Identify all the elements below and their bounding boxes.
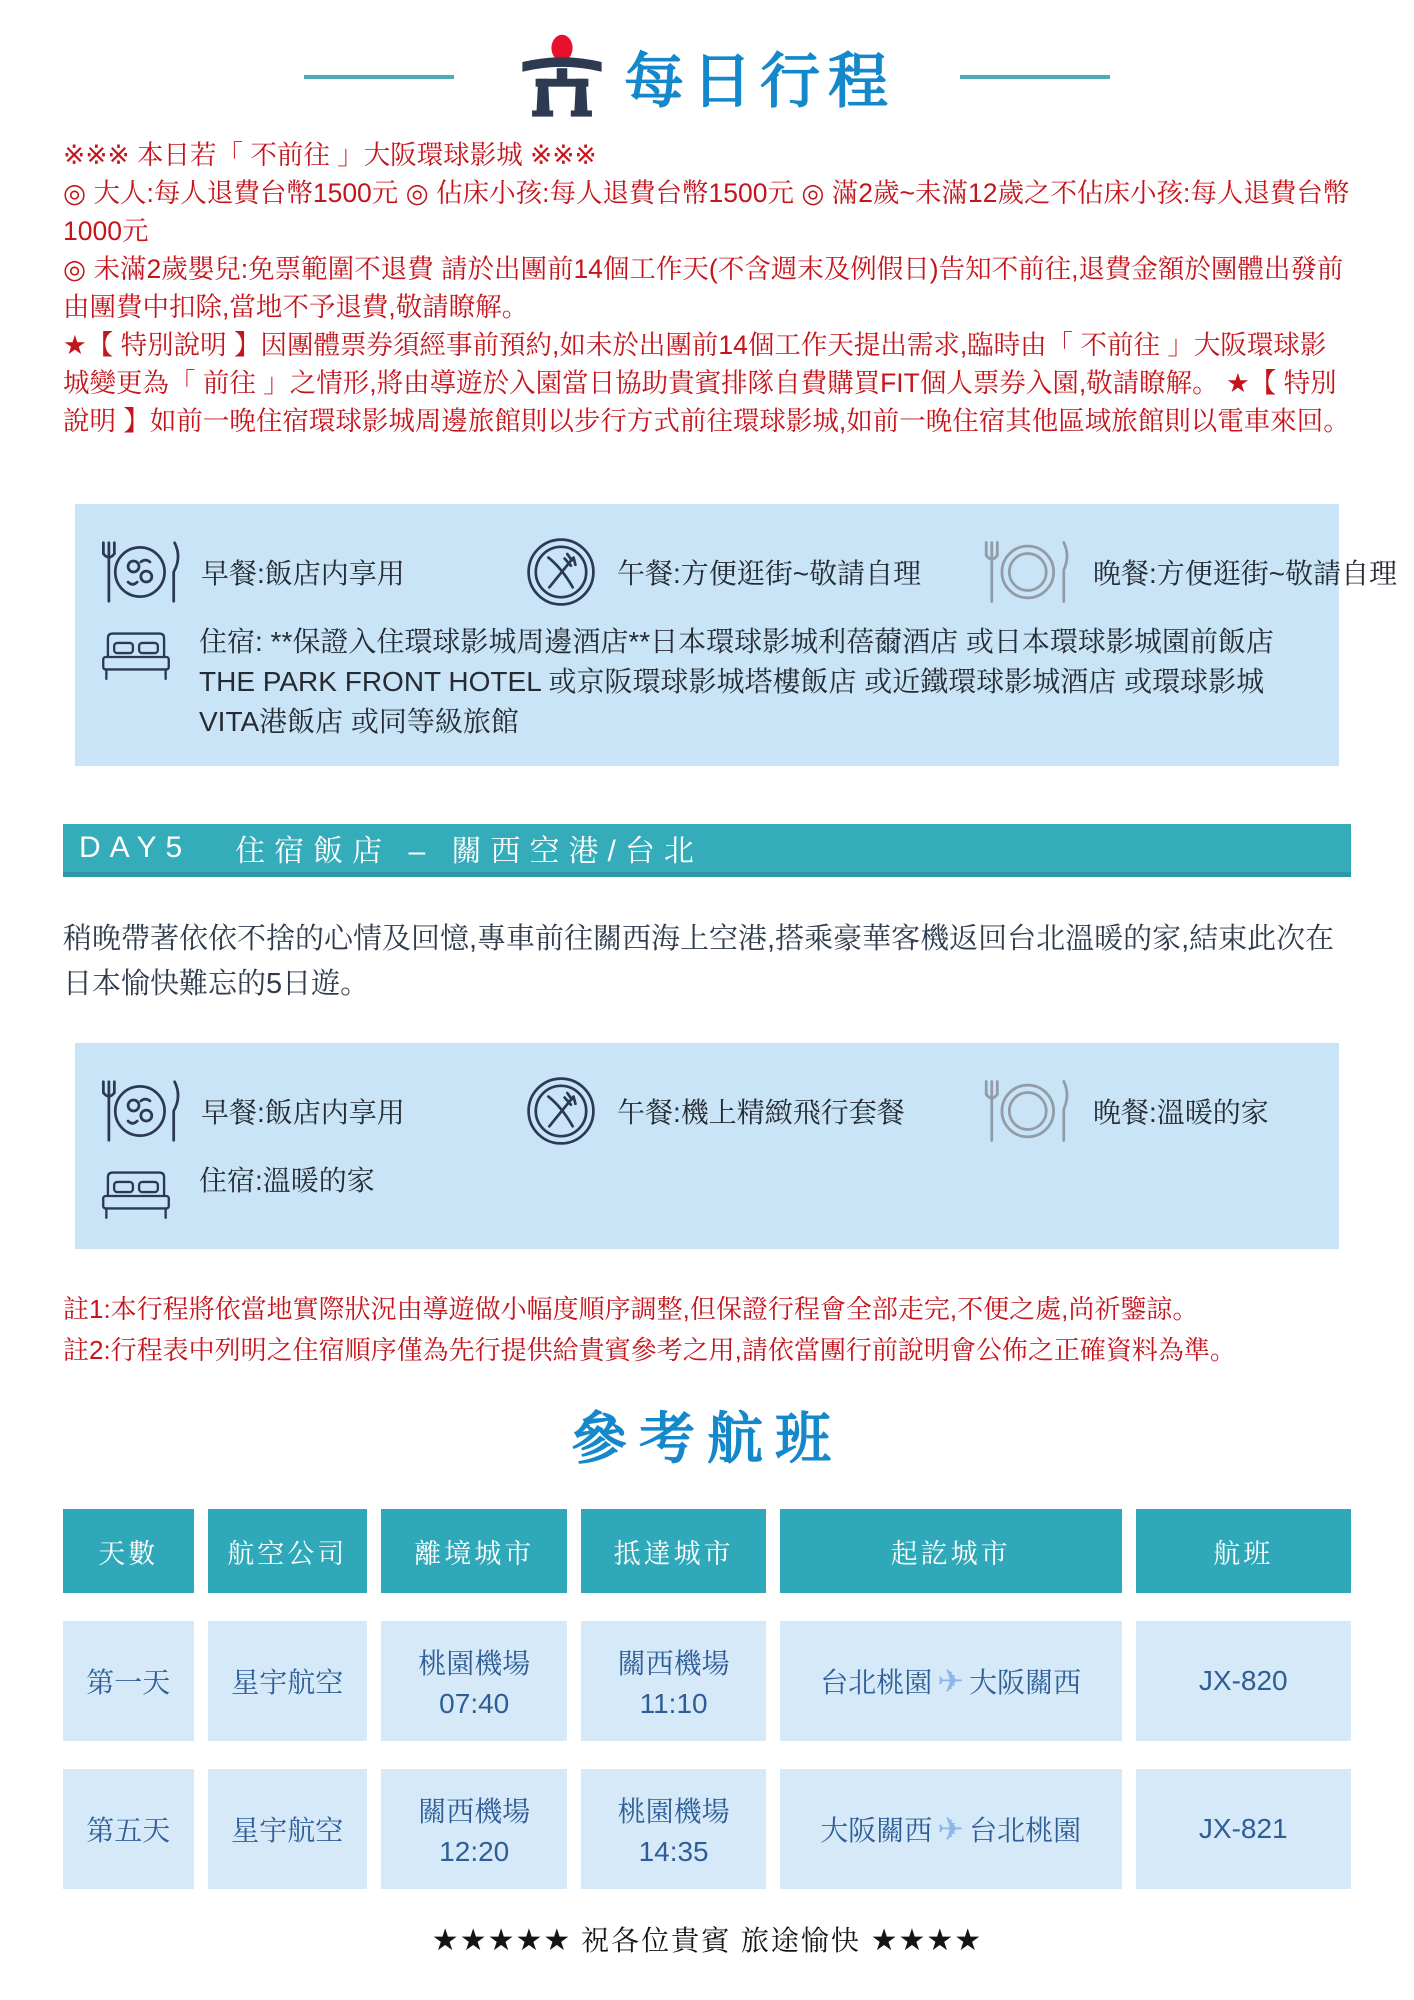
departure-cell (381, 1769, 567, 1889)
dinner-item (977, 535, 1397, 609)
col-header-arrival-city: 抵達城市 (581, 1509, 765, 1593)
route-cell (780, 1769, 1122, 1889)
torii-gate-icon (518, 34, 606, 120)
arrival-time: 14:35 (638, 1836, 709, 1867)
col-header-departure-city: 離境城市 (381, 1509, 567, 1593)
day5-description: 稍晚帶著依依不捨的心情及回憶,專車前往關西海上空港,搭乘豪華客機返回台北溫暖的家,結束此次在日本愉快難忘的5日遊。 (63, 923, 1335, 1000)
departure-time: 07:40 (439, 1688, 510, 1719)
breakfast-plate-icon (97, 1073, 181, 1149)
col-header-airline: 航空公司 (208, 1509, 368, 1593)
airline-cell: 星宇航空 (208, 1621, 368, 1741)
dinner-plate-icon (977, 535, 1073, 609)
breakfast-item (97, 534, 525, 610)
dinner-plate-icon (977, 1074, 1073, 1148)
route-to: 大阪關西 (969, 1667, 1082, 1698)
meal-row (97, 1073, 1317, 1149)
meal-box-day4 (75, 504, 1398, 766)
flights-table (63, 1509, 1351, 1889)
header-divider-right (960, 75, 1110, 79)
lunch-item (525, 1075, 977, 1147)
plane-icon: ✈ (937, 1663, 965, 1699)
remarks (63, 1289, 1351, 1371)
notice-line-4: ★【 特別說明 】因團體票券須經事前預約,如未於出團前14個工作天提出需求,臨時由「 不前往 」大阪環球影城變更為「 前往 」之情形,將由導遊於入園當日協助貴賓排隊自費購買FIT個人票券入園,敬請瞭解。 ★【 特別說明 】如前一晚住宿環球影城周邊旅館則以步行方式前往環球影城,如前一晚住宿其他區域旅館則以電車來回。 (63, 330, 1350, 436)
flight-number-cell: JX-820 (1136, 1621, 1351, 1741)
departure-time: 12:20 (439, 1836, 510, 1867)
col-header-route: 起訖城市 (780, 1509, 1122, 1593)
breakfast-label: 早餐:飯店内享用 (201, 558, 405, 589)
breakfast-plate-icon (97, 534, 181, 610)
arrival-airport: 關西機場 (617, 1648, 730, 1679)
page-title: 每日行程 (624, 48, 896, 115)
col-header-flight-no: 航班 (1136, 1509, 1351, 1593)
route-cell (780, 1621, 1122, 1741)
usj-refund-notice (63, 136, 1351, 440)
breakfast-item (97, 1073, 525, 1149)
meal-row (97, 534, 1398, 610)
star-icons-right: ★★★★ (870, 1924, 983, 1957)
lunch-item (525, 536, 977, 608)
notice-line-2: ◎ 大人:每人退費台幣1500元 ◎ 佔床小孩:每人退費台幣1500元 ◎ 滿2歲~未滿12歲之不佔床小孩:每人退費台幣1000元 (63, 178, 1350, 246)
arrival-airport: 桃園機場 (617, 1796, 730, 1827)
lunch-plate-icon (525, 1075, 597, 1147)
arrival-cell (581, 1769, 765, 1889)
col-header-day: 天數 (63, 1509, 194, 1593)
day-cell: 第五天 (63, 1769, 194, 1889)
remark-1: 註1:本行程將依當地實際狀況由導遊做小幅度順序調整,但保證行程會全部走完,不便之處,尚祈鑒諒。 (63, 1294, 1199, 1324)
lodging-label: 住宿:溫暖的家 (199, 1165, 375, 1196)
plane-icon: ✈ (937, 1811, 965, 1847)
lunch-label: 午餐:機上精緻飛行套餐 (617, 1097, 905, 1128)
lunch-label: 午餐:方便逛街~敬請自理 (617, 558, 922, 589)
breakfast-label: 早餐:飯店内享用 (201, 1097, 405, 1128)
dinner-item (977, 1074, 1317, 1148)
remark-2: 註2:行程表中列明之住宿順序僅為先行提供給貴賓參考之用,請依當團行前說明會公佈之正確資料為準。 (63, 1335, 1236, 1365)
route-from: 大阪關西 (820, 1815, 933, 1846)
arrival-time: 11:10 (639, 1688, 708, 1719)
day5-header-bar (63, 824, 1351, 877)
notice-line-1: ※※※ 本日若「 不前往 」大阪環球影城 ※※※ (63, 140, 597, 170)
lodging-row (97, 622, 1317, 742)
day5-route: 住宿飯店 – 關西空港/台北 (235, 835, 703, 868)
arrival-cell (581, 1621, 765, 1741)
flight-number-cell: JX-821 (1136, 1769, 1351, 1889)
lodging-label: 住宿: **保證入住環球影城周邊酒店**日本環球影城利蓓薾酒店 或日本環球影城園前飯店 THE PARK FRONT HOTEL 或京阪環球影城塔樓飯店 或近鐵環球影城酒店 或環球影城VITA港飯店 或同等級旅館 (199, 626, 1274, 737)
header-divider-left (304, 75, 454, 79)
meal-box-day5 (75, 1043, 1339, 1249)
route-to: 台北桃園 (969, 1815, 1082, 1846)
departure-cell (381, 1621, 567, 1741)
dinner-label: 晚餐:方便逛街~敬請自理 (1093, 558, 1398, 589)
dinner-label: 晚餐:溫暖的家 (1093, 1097, 1269, 1128)
footer-text: 祝各位貴賓 旅途愉快 (581, 1925, 861, 1956)
day-cell: 第一天 (63, 1621, 194, 1741)
page-header (0, 0, 1414, 120)
lodging-row (97, 1161, 1317, 1225)
flights-section-title: 參考航班 (571, 1407, 843, 1470)
departure-airport: 桃園機場 (418, 1648, 531, 1679)
bed-icon (97, 1167, 175, 1225)
lunch-plate-icon (525, 536, 597, 608)
airline-cell: 星宇航空 (208, 1769, 368, 1889)
departure-airport: 關西機場 (418, 1796, 531, 1827)
notice-line-3: ◎ 未滿2歲嬰兒:免票範圍不退費 請於出團前14個工作天(不含週末及例假日)告知不前往,退費金額於團體出發前由團費中扣除,當地不予退費,敬請瞭解。 (63, 254, 1344, 322)
star-icons-left: ★★★★★ (431, 1924, 572, 1957)
bed-icon (97, 628, 175, 686)
footer-wish (0, 1919, 1414, 1959)
route-from: 台北桃園 (820, 1667, 933, 1698)
day5-label: DAY5 (79, 831, 192, 864)
